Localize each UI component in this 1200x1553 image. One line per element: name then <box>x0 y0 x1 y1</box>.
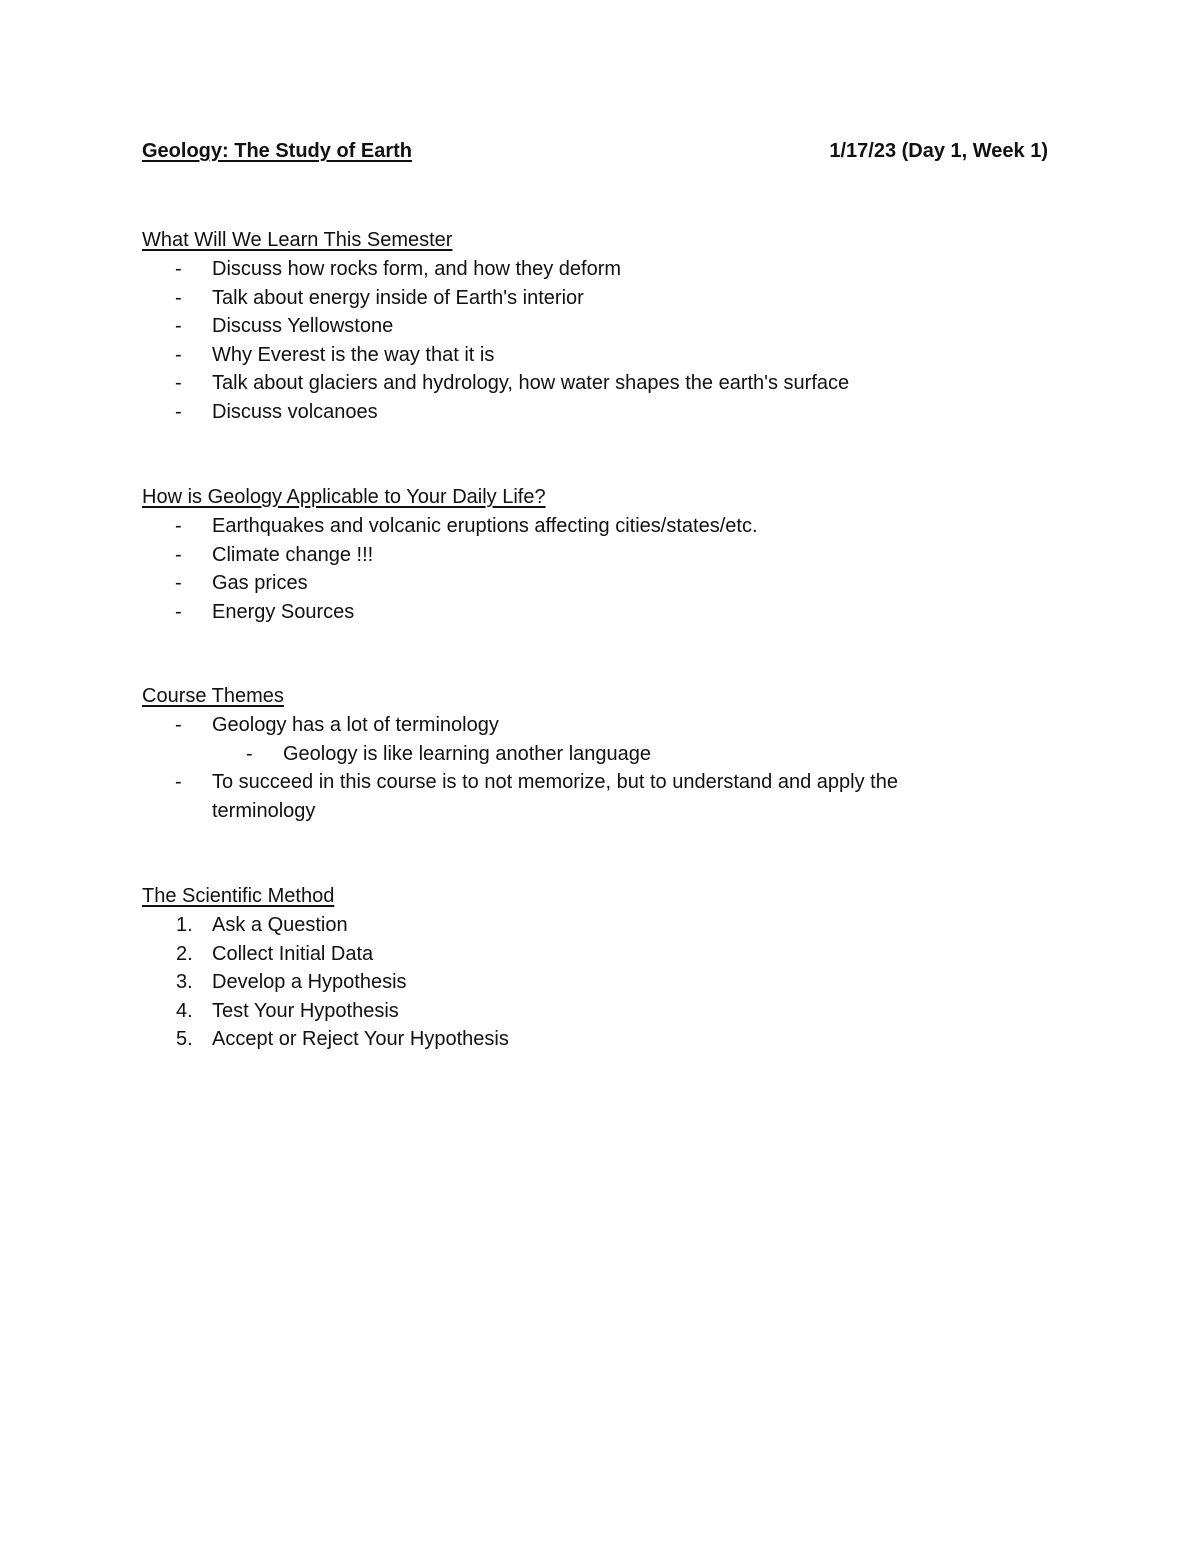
section-heading: Course Themes <box>142 685 284 707</box>
list-item <box>142 911 1042 940</box>
list-item-text: To succeed in this course is to not memorize, but to understand and apply the terminology <box>212 771 898 822</box>
list-item <box>142 768 1042 825</box>
list-item-text: Gas prices <box>212 572 308 595</box>
number-marker: 3. <box>176 971 193 994</box>
sub-list-item <box>142 740 1042 769</box>
list-item <box>142 569 1042 598</box>
document-date: 1/17/23 (Day 1, Week 1) <box>829 140 1048 162</box>
list-item-text: Accept or Reject Your Hypothesis <box>212 1028 509 1051</box>
list-item <box>142 255 1042 284</box>
list-item <box>142 1025 1042 1054</box>
list-item-text: Discuss Yellowstone <box>212 315 394 338</box>
list-item <box>142 312 1042 341</box>
dash-marker: - <box>175 343 182 366</box>
list-item-text: Discuss volcanoes <box>212 400 378 423</box>
dash-marker: - <box>246 742 253 765</box>
section-scientific-method <box>142 882 1042 1054</box>
list-item-text: Develop a Hypothesis <box>212 971 407 994</box>
number-marker: 2. <box>176 942 193 965</box>
list-item-text: Talk about glaciers and hydrology, how water shapes the earth's surface <box>212 372 850 395</box>
document-title: Geology: The Study of Earth <box>142 140 413 162</box>
list-item <box>142 341 1042 370</box>
list-item-text: Test Your Hypothesis <box>212 999 399 1022</box>
list-item <box>142 711 1042 740</box>
dash-marker: - <box>175 258 182 280</box>
section-heading: The Scientific Method <box>142 885 335 907</box>
list-item <box>142 968 1042 997</box>
section-geology-daily-life <box>142 483 1042 626</box>
list-item <box>142 398 1042 427</box>
list-item-text: Collect Initial Data <box>212 942 374 965</box>
list-item-text: Earthquakes and volcanic eruptions affecting cities/states/etc. <box>212 515 758 537</box>
list-item <box>142 284 1042 313</box>
list-item <box>142 369 1042 398</box>
list-item <box>142 541 1042 570</box>
dash-marker: - <box>175 286 182 309</box>
number-marker: 5. <box>176 1028 193 1051</box>
list-item <box>142 512 1042 541</box>
dash-marker: - <box>175 400 182 423</box>
dash-marker: - <box>175 572 182 595</box>
list-item-text: Talk about energy inside of Earth's interior <box>212 286 584 309</box>
list-item <box>142 598 1042 627</box>
number-marker: 4. <box>176 999 193 1022</box>
dash-marker: - <box>175 515 182 537</box>
list-item-text: Geology has a lot of terminology <box>212 714 499 736</box>
list-item-text: Why Everest is the way that it is <box>212 343 495 366</box>
section-heading: What Will We Learn This Semester <box>142 229 453 251</box>
list-item <box>142 940 1042 969</box>
list-item-text: Energy Sources <box>212 600 355 623</box>
section-course-themes <box>142 682 1042 825</box>
dash-marker: - <box>175 771 182 794</box>
list-item-text: Climate change !!! <box>212 543 374 566</box>
bullet-list <box>142 711 1042 825</box>
dash-marker: - <box>175 315 182 338</box>
document-header <box>142 140 1048 170</box>
list-item-text: Discuss how rocks form, and how they deform <box>212 258 622 280</box>
list-item <box>142 997 1042 1026</box>
section-heading: How is Geology Applicable to Your Daily Life? <box>142 486 546 508</box>
list-item-text: Geology is like learning another language <box>283 742 652 765</box>
dash-marker: - <box>175 714 182 736</box>
list-item-text: Ask a Question <box>212 914 348 936</box>
bullet-list <box>142 255 1042 427</box>
bullet-list <box>142 512 1042 626</box>
number-marker: 1. <box>176 914 193 936</box>
dash-marker: - <box>175 372 182 395</box>
section-what-will-we-learn <box>142 226 1042 427</box>
dash-marker: - <box>175 600 182 623</box>
dash-marker: - <box>175 543 182 566</box>
numbered-list <box>142 911 1042 1054</box>
